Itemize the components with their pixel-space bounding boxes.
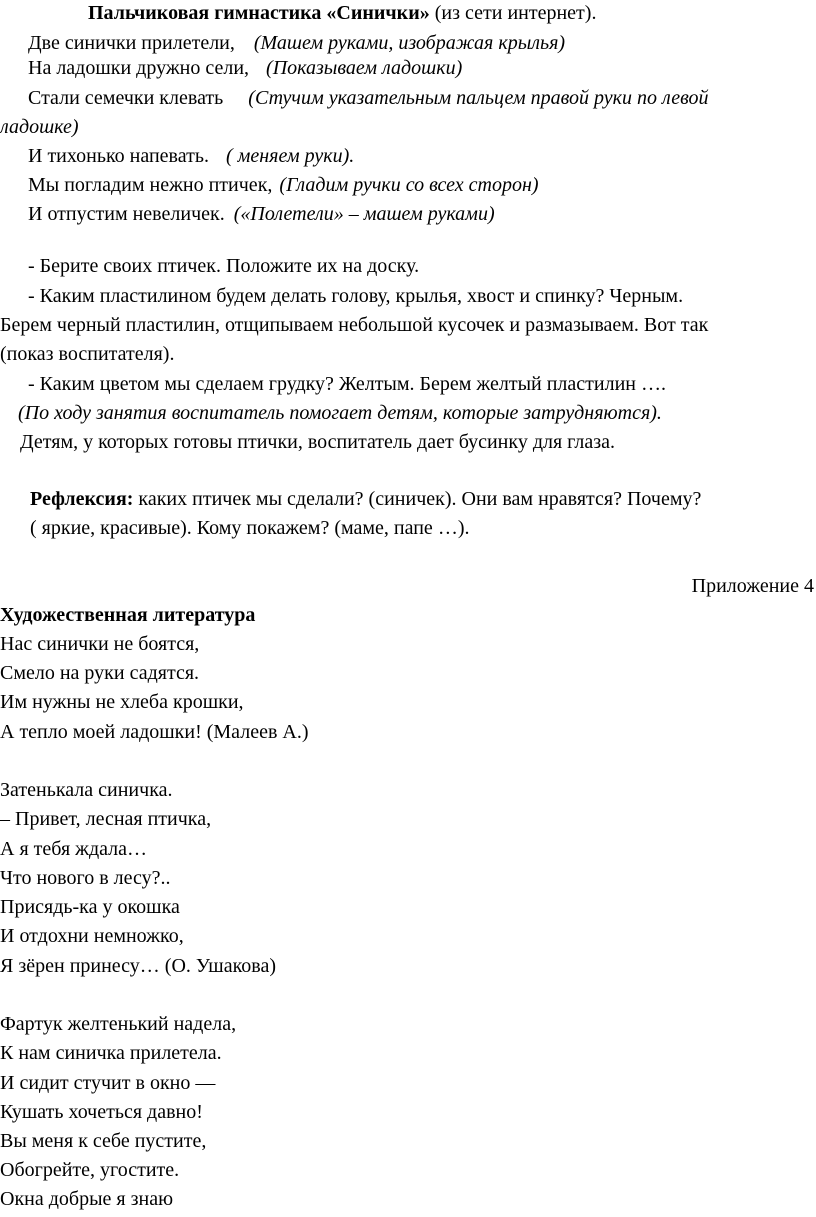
gym-line-note: ( меняем руки). [225, 145, 355, 167]
gymnastics-title-bold: Пальчиковая гимнастика «Синички» [88, 2, 430, 24]
poem2-line: Присядь-ка у окошка [0, 896, 180, 918]
gym-line-1 [28, 32, 565, 55]
lesson-p2a: - Каким пластилином будем делать голову, крылья, хвост и спинку? Черным. [28, 285, 684, 307]
poem1-line: Нас синички не боятся, [0, 633, 200, 655]
poem3-line: Окна добрые я знаю [0, 1188, 174, 1210]
gym-line-note: (Гладим ручки со всех сторон) [279, 174, 539, 196]
appendix-label: Приложение 4 [691, 575, 814, 597]
gym-line-6 [28, 203, 495, 226]
lesson-p4: (По ходу занятия воспитатель помогает детям, которые затрудняются). [18, 402, 662, 424]
gym-line-note: (Стучим указательным пальцем правой руки по левой [248, 87, 709, 109]
gym-line-2 [28, 57, 462, 80]
poem3-line: Фартук желтенький надела, [0, 1013, 237, 1035]
reflection-label: Рефлексия: [30, 488, 134, 510]
poem3-line: Обогрейте, угостите. [0, 1159, 180, 1181]
gym-line-note: («Полетели» – машем руками) [233, 203, 495, 225]
poem2-line: Я зёрен принесу… (О. Ушакова) [0, 955, 276, 977]
gym-line-text: Стали семечки клевать [28, 87, 224, 109]
reflection-line-1 [30, 488, 701, 511]
poem1-line: А тепло моей ладошки! (Малеев А.) [0, 721, 309, 743]
gym-line-text: И отпустим невеличек. [28, 203, 225, 225]
gymnastics-title [88, 2, 596, 25]
poem1-line: Смело на руки садятся. [0, 662, 200, 684]
poem2-line: И отдохни немножко, [0, 925, 184, 947]
poem3-line: И сидит стучит в окно — [0, 1072, 216, 1094]
reflection-text: каких птичек мы сделали? (синичек). Они вам нравятся? Почему? [133, 488, 702, 510]
gym-line-text: Две синички прилетели, [28, 32, 235, 54]
poem3-line: Вы меня к себе пустите, [0, 1130, 207, 1152]
poem3-line: Кушать хочеться давно! [0, 1101, 203, 1123]
gym-line-5 [28, 174, 539, 197]
gym-line-note: ладошке) [0, 116, 79, 138]
poem1-line: Им нужны не хлеба крошки, [0, 691, 244, 713]
poem2-line: – Привет, лесная птичка, [0, 808, 212, 830]
lesson-p1: - Берите своих птичек. Положите их на доску. [28, 255, 420, 277]
gym-line-text: Мы погладим нежно птичек, [28, 174, 273, 196]
gym-line-note: (Машем руками, изображая крылья) [253, 32, 566, 54]
poem2-line: Что нового в лесу?.. [0, 867, 171, 889]
lesson-p5: Детям, у которых готовы птички, воспитатель дает бусинку для глаза. [20, 431, 615, 453]
poem2-line: Затенькала синичка. [0, 779, 173, 801]
lesson-p2b: Берем черный пластилин, отщипываем небольшой кусочек и размазываем. Вот так [0, 314, 709, 336]
gymnastics-title-source: (из сети интернет). [429, 2, 597, 24]
lesson-p3: - Каким цветом мы сделаем грудку? Желтым. Берем желтый пластилин …. [28, 373, 666, 395]
literature-heading: Художественная литература [0, 604, 256, 626]
gym-line-3-cont [0, 116, 79, 139]
reflection-line-2: ( яркие, красивые). Кому покажем? (маме, папе …). [30, 517, 470, 539]
gym-line-note: (Показываем ладошки) [266, 57, 463, 79]
poem3-line: К нам синичка прилетела. [0, 1042, 222, 1064]
gym-line-4 [28, 145, 354, 168]
gym-line-text: На ладошки дружно сели, [28, 57, 250, 79]
poem2-line: А я тебя ждала… [0, 838, 148, 860]
gym-line-3 [28, 87, 708, 110]
lesson-p2c: (показ воспитателя). [0, 343, 175, 365]
gym-line-text: И тихонько напевать. [28, 145, 209, 167]
